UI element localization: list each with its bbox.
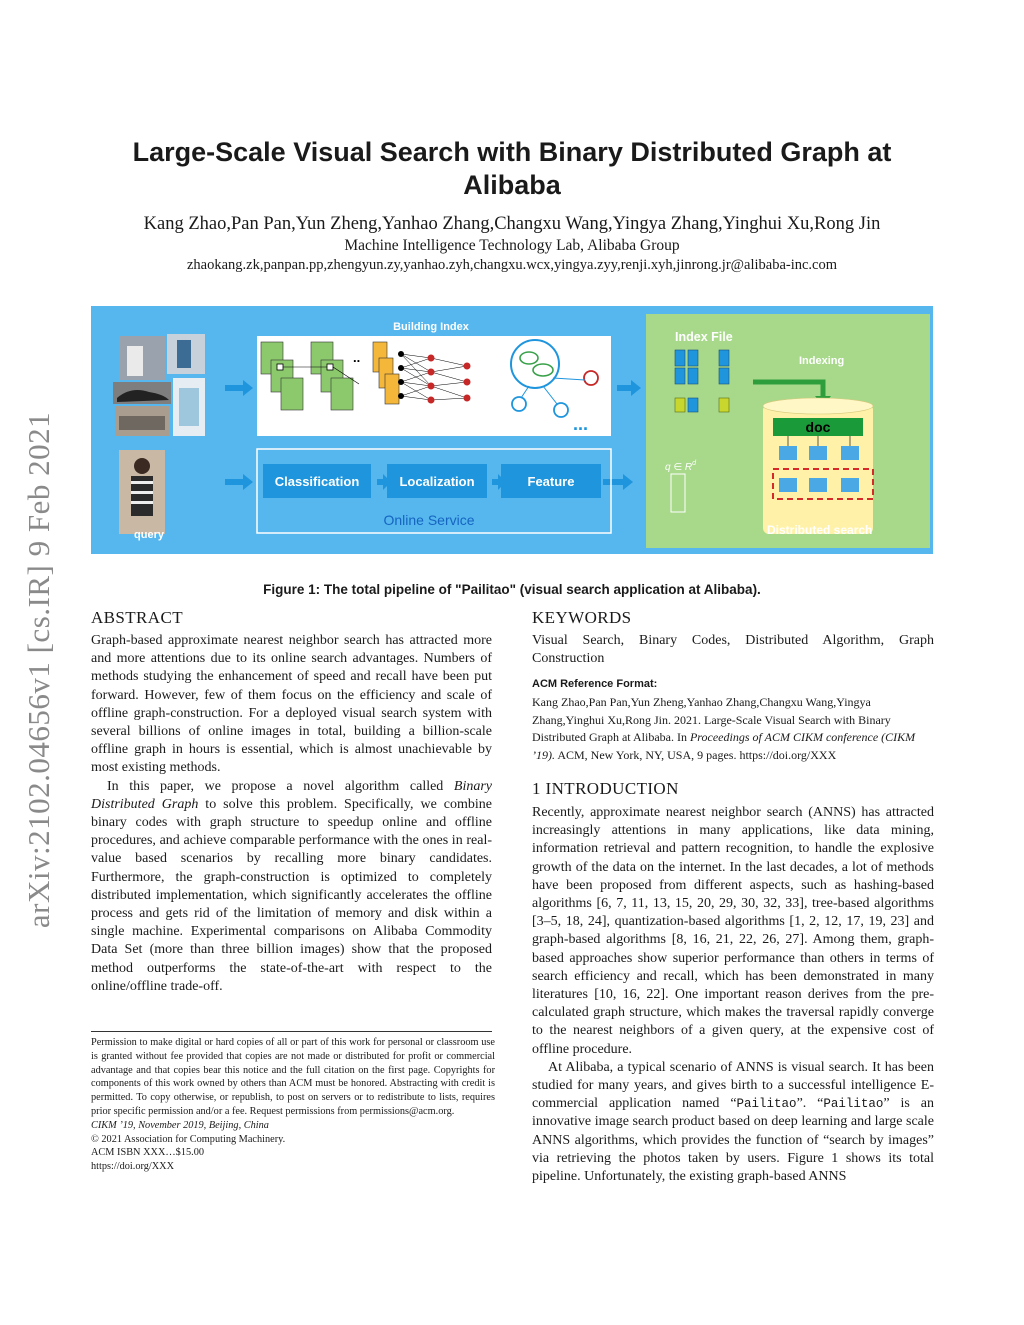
feature-label: Feature	[527, 474, 575, 489]
query-label: query	[134, 529, 164, 541]
localization-label: Localization	[399, 474, 475, 489]
online-service-label: Online Service	[383, 512, 475, 528]
intro-paragraph-1: Recently, approximate nearest neighbor search (ANNS) has attracted increasingly attentions in many applications, like data mining, information retrieval and pattern recognition, to handle the explosive growth of the data on the internet. In the last decades, a lot of methods have been proposed from different aspects, such as hashing-based algorithms [6, 7, 11, 13, 15, 20, 29, 30, 32, 33], tree-based algorithms [3–5, 18, 24], quantization-based algorithms [1, 2, 12, 17, 19, 23] and graph-based algorithms [8, 16, 21, 22, 26, 27]. Among them, graph-based approaches show superior performance than others in terms of search efficiency and recall, which has been demonstrated in many literatures [10, 16, 22]. One important reason derives from the pre-calculated graph structure, which makes the traversal rapidly converge to the nearest neighbors of a given query, at the expensive cost of offline procedure.	[532, 805, 934, 1057]
abstract-heading: ABSTRACT	[91, 608, 183, 627]
maps-dots: ..	[353, 350, 361, 365]
copyright-block	[91, 1036, 495, 1174]
doi-line: https://doi.org/XXX	[91, 1161, 175, 1173]
email-list: zhaokang.zk,panpan.pp,zhengyun.zy,yanhao.zyh,changxu.wcx,yingya.zyy,renji.xyh,jinrong.jr@alibaba-inc.com	[186, 257, 838, 273]
intro-paragraph-2: At Alibaba, a typical scenario of ANNS is visual search. It has been studied for many years, and gives birth to a successful intelligence E-commercial application named “Pailitao”. “Pailitao” is an innovative image search product based on deep learning and large scale ANNS algorithms, which provides the function of “search by images” via retrieving the photos taken by users. Figure 1 shows its total pipeline. Unfortunately, the existing graph-based ANNS	[532, 1059, 935, 1185]
author-list: Kang Zhao,Pan Pan,Yun Zheng,Yanhao Zhang,Changxu Wang,Yingya Zhang,Yinghui Xu,Rong Jin	[143, 214, 881, 234]
abstract-paragraph-2: In this paper, we propose a novel algorithm called Binary Distributed Graph to solve this problem. Specifically, we combine binary codes with graph structure to speedup online and offline procedures, and achieve comparable performance with the ones in real-value based scenarios by recalling more binary candidates. Furthermore, the graph-construction is optimized to completely distributed implementation, which significantly accelerates the offline process and gets rid of the limitation of memory and disk within a single machine. Experimental comparisons on Alibaba Commodity Data Set (more than three billion images) show that the proposed method outperforms the state-of-the-art with respect to the online/offline trade-off.	[91, 778, 492, 994]
abstract-body	[91, 632, 492, 996]
arxiv-stamp	[14, 380, 64, 960]
index-file-label: Index File	[675, 330, 733, 344]
permission-notice: Permission to make digital or hard copies of all or part of this work for personal or classroom use is granted without fee provided that copies are not made or distributed for profit or commercial advantage and that copies bear this notice and the full citation on the first page. Copyrights for components of this work owned by others than ACM must be honored. Abstracting with credit is permitted. To copy otherwise, or republish, to post on servers or to redistribute to lists, requires prior specific permission and/or a fee. Request permissions from permissions@acm.org.	[91, 1037, 495, 1117]
acm-reference-heading: ACM Reference Format:	[532, 678, 658, 690]
figure-caption: Figure 1: The total pipeline of "Pailitao" (visual search application at Alibaba).	[263, 582, 761, 597]
title-line-2: Alibaba	[463, 170, 561, 200]
paper-title	[100, 136, 924, 202]
indexing-label: Indexing	[799, 355, 845, 367]
distributed-search-label: Distributed search	[767, 523, 873, 537]
affiliation: Machine Intelligence Technology Lab, Alibaba Group	[344, 237, 680, 254]
acm-reference-body: Kang Zhao,Pan Pan,Yun Zheng,Yanhao Zhang,Changxu Wang,Yingya Zhang,Yinghui Xu,Rong Jin. 2021. Large-Scale Visual Search with Binary Distributed Graph at Alibaba. In Proceedings of ACM CIKM conference (CIKM ’19). ACM, New York, NY, USA, 9 pages. https://doi.org/XXX	[532, 695, 916, 762]
keywords-body: Visual Search, Binary Codes, Distributed Algorithm, Graph Construction	[532, 633, 934, 667]
title-line-1: Large-Scale Visual Search with Binary Distributed Graph at	[132, 137, 892, 167]
introduction-heading: 1 INTRODUCTION	[532, 779, 679, 798]
graph-ellipsis: ...	[573, 414, 589, 434]
footnote-divider	[91, 1031, 492, 1032]
pipeline-figure	[91, 306, 933, 554]
classification-label: Classification	[274, 474, 360, 489]
introduction-body	[532, 804, 934, 1186]
isbn-line: ACM ISBN XXX…$15.00	[91, 1147, 204, 1159]
arxiv-stamp-text: arXiv:2102.04656v1 [cs.IR] 9 Feb 2021	[21, 411, 56, 929]
query-vector-label: q ∈ $R^d$	[665, 460, 696, 473]
keywords-heading: KEYWORDS	[532, 608, 632, 627]
doc-label: doc	[805, 419, 831, 435]
building-index-label: Building Index	[393, 321, 469, 333]
conference-line: CIKM ’19, November 2019, Beijing, China	[91, 1119, 269, 1131]
abstract-paragraph-1: Graph-based approximate nearest neighbor search has attracted more and more attentions due to its online search advantages. Numbers of methods studying the enhancement of speed and recall have been put forward. However, few of them focus on the efficiency and scale of offline graph-construction. For a deployed visual search system with several billions of online images in total, building a billion-scale offline graph in hours is essential, which is almost unachievable by most existing methods.	[91, 633, 492, 776]
association-line: © 2021 Association for Computing Machinery.	[91, 1133, 286, 1145]
